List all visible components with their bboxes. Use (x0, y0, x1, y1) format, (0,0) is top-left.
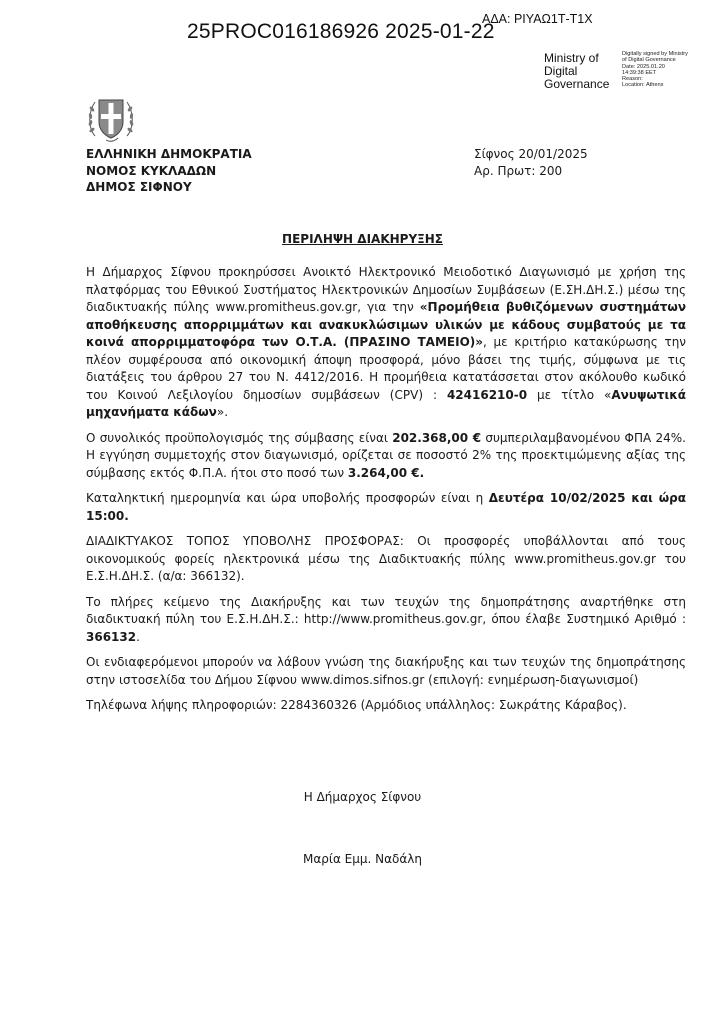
paragraph-budget (86, 430, 686, 483)
text-span: . (136, 629, 140, 644)
protocol-number: Αρ. Πρωτ: 200 (474, 163, 563, 178)
deadline: Δευτέρα 10/02/2025 και ώρα 15:00. (86, 491, 686, 523)
title-text: ΠΕΡΙΛΗΨΗ ΔΙΑΚΗΡΥΞΗΣ (282, 232, 443, 246)
cpv-title: Ανυψωτικά μηχανήματα κάδων (86, 387, 686, 419)
signature-line: Reason: (622, 76, 643, 83)
digital-signature-block (622, 51, 688, 89)
signature-line: 14:39:38 EET (622, 69, 657, 76)
signatory-name: Μαρία Εμμ. Ναδάλη (303, 852, 422, 866)
ministry-seal-text (544, 52, 609, 91)
paragraph-announcement (86, 264, 686, 422)
text-span: ». (216, 405, 229, 419)
greek-emblem-icon (86, 90, 136, 146)
document-title (0, 232, 725, 246)
text-span: συμπεριλαμβανομένου ΦΠΑ 24%. Η εγγύηση συμμετοχής στον διαγωνισμό, ορίζεται σε ποσοστό 2% της προεκτιμώμενης αξίας της σύμβασης εκτός Φ.Π.Α. ήτοι στο ποσό των (86, 430, 686, 480)
place-date: Σίφνος 20/01/2025 (474, 147, 588, 161)
ministry-line: Governance (544, 77, 610, 91)
signature-line: of Digital Governance (622, 57, 676, 64)
guarantee-amount: 3.264,00 €. (347, 465, 425, 480)
signoff: Η Δήμαρχος Σίφνου (303, 790, 422, 804)
text-span: Το πλήρες κείμενο της Διακήρυξης και των τευχών της δημοπράτησης αναρτήθηκε στη διαδικτυακή πύλη του Ε.Σ.Η.ΔΗ.Σ.: http://www.promitheus.gov.gr, όπου έλαβε Συστημικό Αριθμό : (86, 594, 686, 626)
paragraph-website: Οι ενδιαφερόμενοι μπορούν να λάβουν γνώση της διακήρυξης και των τευχών της δημοπράτησης στην ιστοσελίδα του Δήμου Σίφνου www.dimos.sifnos.gr (επιλογή: ενημέρωση-διαγωνισμοί) (86, 655, 686, 687)
place-date-block (474, 146, 588, 179)
paragraph-full-text (86, 594, 686, 647)
cpv-code: 42416210-0 (446, 387, 528, 402)
issuer-block (86, 146, 252, 196)
budget-amount: 202.368,00 € (392, 430, 482, 445)
paragraph-submission-site: ΔΙΑΔΙΚΤΥΑΚΟΣ ΤΟΠΟΣ ΥΠΟΒΟΛΗΣ ΠΡΟΣΦΟΡΑΣ: Οι προσφορές υποβάλλονται από τους οικονομικούς φορείς ηλεκτρονικά μέσω της Διαδικτυακής πύλης www.promitheus.gov.gr του Ε.Σ.Η.ΔΗ.Σ. (α/α: 366132). (86, 534, 686, 583)
ministry-line: Digital (544, 64, 578, 78)
text-span: Καταληκτική ημερομηνία και ώρα υποβολής προσφορών είναι η (86, 491, 489, 505)
issuer-line: ΝΟΜΟΣ ΚΥΚΛΑΔΩΝ (86, 163, 217, 178)
signature-line: Location: Athens (622, 82, 664, 89)
signature-line: Digitally signed by Ministry (622, 51, 688, 57)
text-span: Ο συνολικός προϋπολογισμός της σύμβασης είναι (86, 430, 393, 445)
ministry-line: Ministry of (544, 51, 599, 65)
procurement-title: «Προμήθεια βυθιζόμενων συστημάτων αποθήκευσης απορριμμάτων και ανακυκλώσιμων υλικών με κάδους συμβατούς με τα κοινά απορριμματοφόρα των Ο.Τ.Α. (ΠΡΑΣΙΝΟ ΤΑΜΕΙΟ)» (86, 300, 686, 349)
text-span: Η Δήμαρχος Σίφνου προκηρύσσει Ανοικτό Ηλεκτρονικό Μειοδοτικό Διαγωνισμό με χρήση της πλατφόρμας του Εθνικού Συστήματος Ηλεκτρονικών Δημοσίων Συμβάσεων (Ε.ΣΗ.ΔΗ.Σ.) μέσω της διαδικτυακής πύλης www.promitheus.gov.gr, για την (86, 265, 686, 314)
text-span: , με κριτήριο κατακύρωσης την πλέον συμφέρουσα από οικονομική άποψη προσφορά, μόνο βάσει της τιμής, σύμφωνα με τις διατάξεις του άρθρου 27 του Ν. 4412/2016. Η προμήθεια κατατάσσεται στον ακόλουθο κωδικό του Κοινού Λεξιλογίου δημοσίων συμβάσεων (CPV) : (86, 335, 686, 402)
paragraph-phone: Τηλέφωνα λήψης πληροφοριών: 2284360326 (Αρμόδιος υπάλληλος: Σωκράτης Κάραβος). (86, 698, 627, 712)
ada-code: ΑΔΑ: ΡΙΥΑΩ1Τ-Τ1Χ (482, 12, 593, 26)
issuer-line: ΕΛΛΗΝΙΚΗ ΔΗΜΟΚΡΑΤΙΑ (86, 147, 252, 161)
proc-stamp: 25PROC016186926 2025-01-22 (187, 20, 495, 43)
document-body (86, 264, 686, 723)
signature-line: Date: 2025.01.20 (622, 63, 665, 70)
text-span: με τίτλο « (527, 387, 612, 402)
system-number: 366132 (86, 629, 137, 644)
issuer-line: ΔΗΜΟΣ ΣΙΦΝΟΥ (86, 180, 192, 194)
paragraph-deadline (86, 490, 686, 525)
